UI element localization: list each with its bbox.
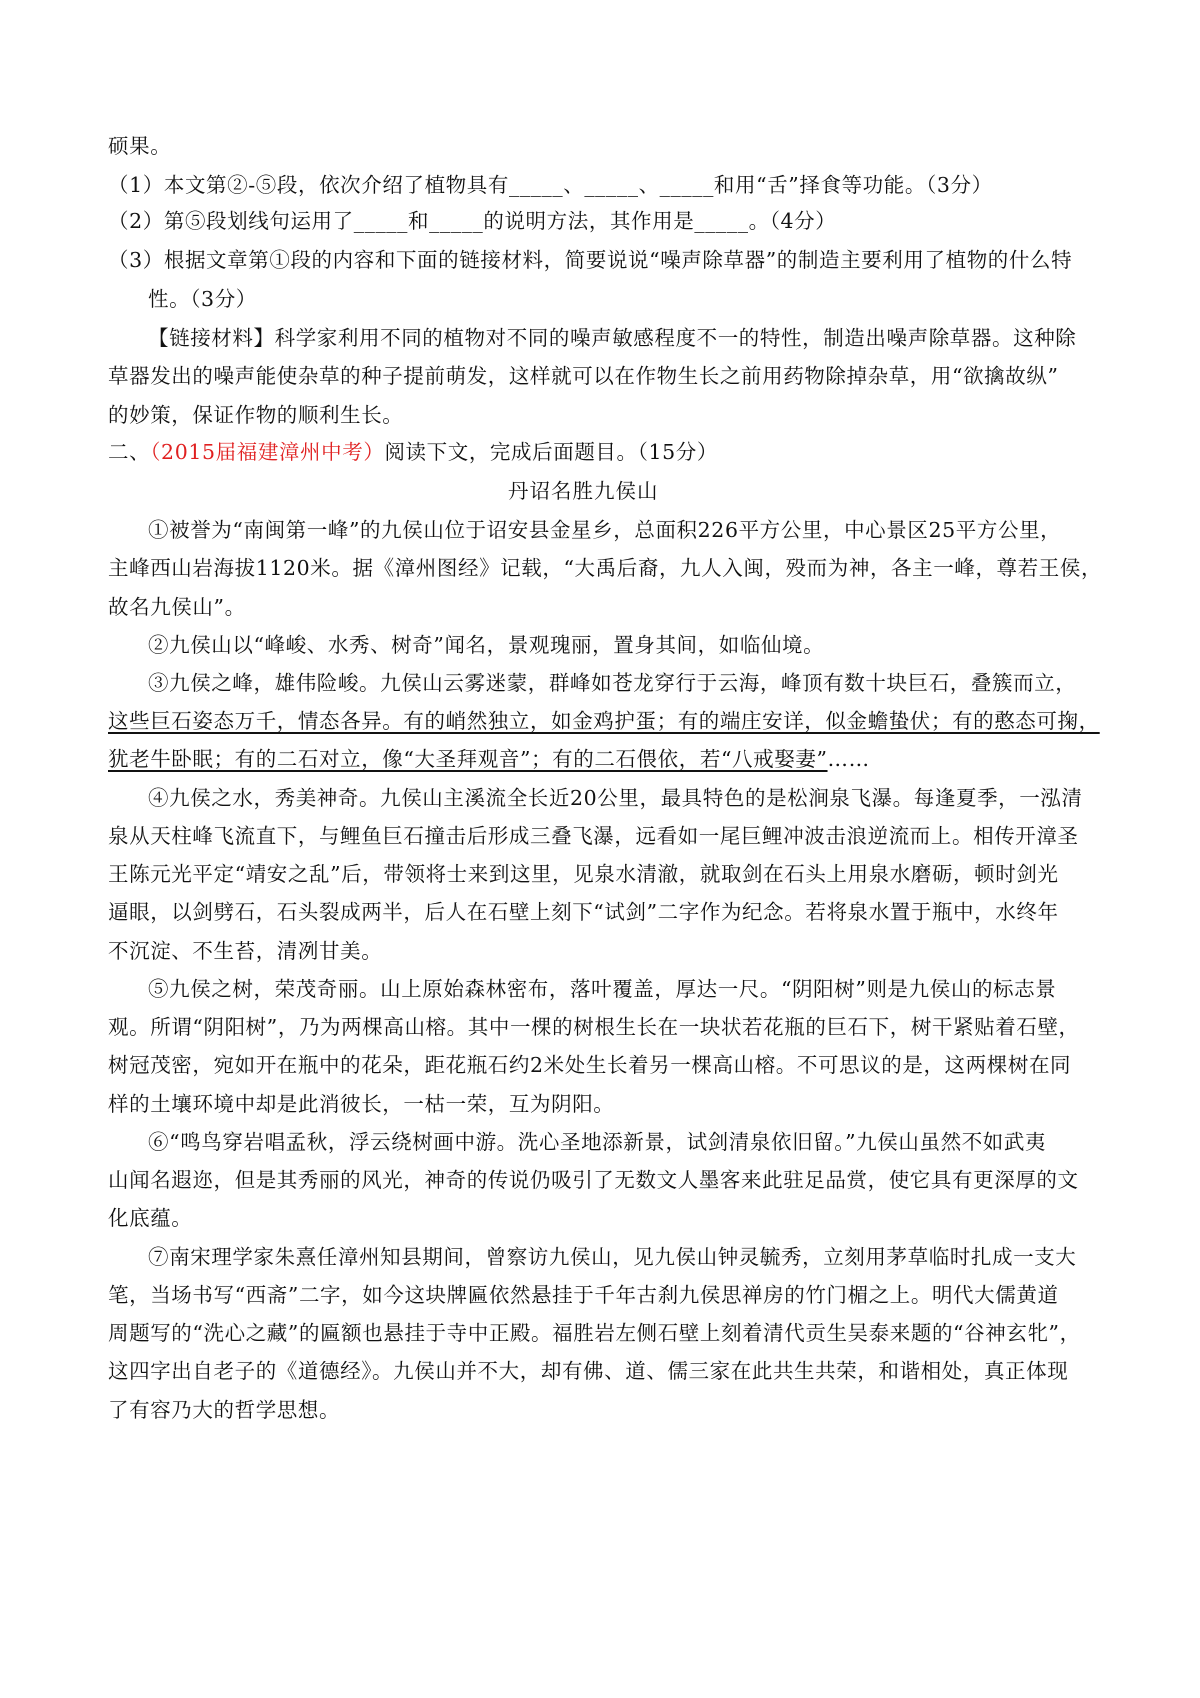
section-2-header [108, 437, 718, 467]
paragraph-1-line-1: ①被誉为“南闽第一峰”的九侯山位于诏安县金星乡，总面积226平方公里，中心景区25平方公里， [148, 518, 1062, 542]
paragraph-7-line-1: ⑦南宋理学家朱熹任漳州知县期间，曾察访九侯山，见九侯山钟灵毓秀，立刻用茅草临时扎成一支大 [148, 1245, 1077, 1269]
question-1: （1）本文第②-⑤段，依次介绍了植物具有_____、_____、_____和用“舌”择食等功能。（3分） [108, 173, 993, 197]
paragraph-3-line-2-underlined: 这些巨石姿态万千，情态各异。有的峭然独立，如金鸡护蛋；有的端庄安详，似金蟾蛰伏；有的憨态可掬， [108, 709, 1100, 733]
paragraph-2-line-1: ②九侯山以“峰峻、水秀、树奇”闻名，景观瑰丽，置身其间，如临仙境。 [148, 633, 825, 657]
paragraph-7-line-3: 周题写的“洗心之藏”的匾额也悬挂于寺中正殿。福胜岩左侧石壁上刻着清代贡生吴泰来题的“谷神玄牝”， [108, 1321, 1081, 1345]
question-3-line-2: 性。（3分） [148, 287, 257, 311]
paragraph-6-line-3: 化底蕴。 [108, 1206, 193, 1230]
article-title: 丹诏名胜九侯山 [508, 479, 659, 503]
link-material-line-1: 【链接材料】科学家利用不同的植物对不同的噪声敏感程度不一的特性，制造出噪声除草器。这种除 [148, 326, 1077, 350]
paragraph-3-ellipsis: …… [827, 747, 870, 771]
paragraph-3-line-1: ③九侯之峰，雄伟险峻。九侯山云雾迷蒙，群峰如苍龙穿行于云海，峰顶有数十块巨石，叠簇而立， [148, 671, 1077, 695]
paragraph-5-line-1: ⑤九侯之树，荣茂奇丽。山上原始森林密布，落叶覆盖，厚达一尺。“阴阳树”则是九侯山的标志景 [148, 977, 1057, 1001]
paragraph-7-line-4: 这四字出自老子的《道德经》。九侯山并不大，却有佛、道、儒三家在此共生共荣，和谐相处，真正体现 [108, 1359, 1069, 1383]
paragraph-1-line-3: 故名九侯山”。 [108, 595, 246, 619]
link-material-line-3: 的妙策，保证作物的顺利生长。 [108, 403, 404, 427]
paragraph-4-line-4: 逼眼，以剑劈石，石头裂成两半，后人在石壁上刻下“试剑”二字作为纪念。若将泉水置于瓶中，水终年 [108, 900, 1059, 924]
paragraph-6-line-2: 山闻名遐迩，但是其秀丽的风光，神奇的传说仍吸引了无数文人墨客来此驻足品赏，使它具有更深厚的文 [108, 1168, 1079, 1192]
paragraph-4-line-5: 不沉淀、不生苔，清冽甘美。 [108, 939, 383, 963]
section-2-prefix: 二、 [108, 440, 151, 464]
link-material-line-2: 草器发出的噪声能使杂草的种子提前萌发，这样就可以在作物生长之前用药物除掉杂草，用“欲擒故纵” [108, 364, 1059, 388]
section-2-instruction: 阅读下文，完成后面题目。（15分） [384, 440, 718, 464]
paragraph-6-line-1: ⑥“鸣鸟穿岩唱孟秋，浮云绕树画中游。洗心圣地添新景，试剑清泉依旧留。”九侯山虽然不如武夷 [148, 1130, 1047, 1154]
paragraph-5-line-2: 观。所谓“阴阳树”，乃为两棵高山榕。其中一棵的树根生长在一块状若花瓶的巨石下，树干紧贴着石壁， [108, 1015, 1080, 1039]
paragraph-4-line-2: 泉从天柱峰飞流直下，与鲤鱼巨石撞击后形成三叠飞瀑，远看如一尾巨鲤冲波击浪逆流而上。相传开漳圣 [108, 824, 1079, 848]
intro-tail: 硕果。 [108, 134, 172, 158]
paragraph-3-line-3 [108, 744, 870, 774]
question-3-line-1: （3）根据文章第①段的内容和下面的链接材料，简要说说“噪声除草器”的制造主要利用了植物的什么特 [108, 248, 1073, 272]
paragraph-7-line-5: 了有容乃大的哲学思想。 [108, 1398, 341, 1422]
paragraph-4-line-3: 王陈元光平定“靖安之乱”后，带领将士来到这里，见泉水清澈，就取剑在石头上用泉水磨砺，顿时剑光 [108, 862, 1059, 886]
paragraph-5-line-4: 样的土壤环境中却是此消彼长，一枯一荣，互为阴阳。 [108, 1092, 615, 1116]
paragraph-5-line-3: 树冠茂密，宛如开在瓶中的花朵，距花瓶石约2米处生长着另一棵高山榕。不可思议的是，这两棵树在同 [108, 1053, 1072, 1077]
paragraph-1-line-2: 主峰西山岩海拔1120米。据《漳州图经》记载，“大禹后裔，九人入闽，殁而为神，各主一峰，尊若王侯， [108, 556, 1103, 580]
section-2-source: （2015届福建漳州中考） [150, 440, 385, 464]
paragraph-7-line-2: 笔，当场书写“西斋”二字，如今这块牌匾依然悬挂于千年古刹九侯思禅房的竹门楣之上。明代大儒黄道 [108, 1283, 1059, 1307]
paragraph-4-line-1: ④九侯之水，秀美神奇。九侯山主溪流全长近20公里，最具特色的是松涧泉飞瀑。每逢夏季，一泓清 [148, 786, 1083, 810]
paragraph-3-line-3-underlined: 犹老牛卧眠；有的二石对立，像“大圣拜观音”；有的二石偎依，若“八戒娶妻” [108, 747, 828, 771]
question-2: （2）第⑤段划线句运用了_____和_____的说明方法，其作用是_____。（4分） [108, 209, 837, 233]
